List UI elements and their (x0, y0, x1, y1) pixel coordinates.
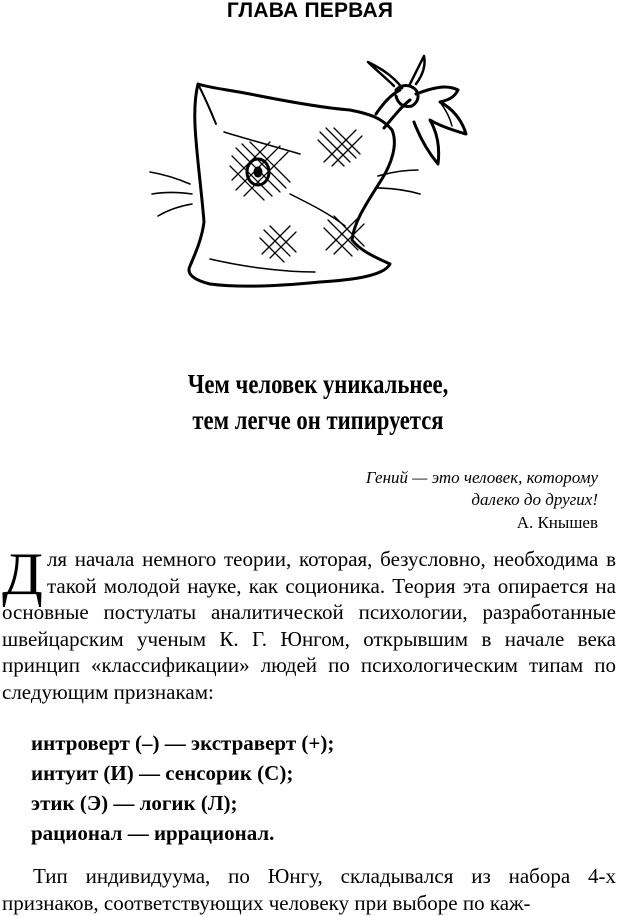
trait-item-introvert-extravert: интроверт (–) — экстраверт (+); (31, 731, 335, 755)
chapter-title-line-2: тем легче он типируется (192, 405, 444, 435)
chapter-title-line-1: Чем человек уникальнее, (187, 369, 449, 399)
drop-cap-letter: Д (2, 541, 43, 607)
cat-in-bag-illustration (140, 44, 480, 314)
chapter-title (51, 366, 585, 438)
chapter-heading: ГЛАВА ПЕРВАЯ (226, 0, 394, 22)
trait-item-ethic-logic: этик (Э) — логик (Л); (31, 791, 238, 815)
continuation-paragraph: Тип индивидуума, по Юнгу, складывался из набора 4-х признаков, соответствующих человеку при выборе по каж- (2, 864, 616, 915)
epigraph-author: А. Кнышев (516, 513, 598, 532)
trait-list (31, 728, 334, 848)
trait-item-intuitive-sensing: интуит (И) — сенсорик (С); (31, 761, 294, 785)
intro-paragraph (2, 541, 616, 705)
epigraph-quote-line-1: Гений — это человек, которому (365, 468, 598, 487)
trait-item-rational-irrational: рационал — иррационал. (31, 821, 275, 845)
intro-paragraph-text: ля начала немного теории, которая, безусловно, необходима в такой молодой науке, как соционика. Теория эта опирается на основные постулаты аналитической психологии, разработанные швейцарским ученым К. Г. Юнгом, открывшим в начале века принцип «классификации» людей по психологическим типам по следующим признакам: (2, 547, 616, 704)
epigraph-quote-line-2: далеко до других! (471, 490, 598, 509)
epigraph (366, 467, 598, 534)
